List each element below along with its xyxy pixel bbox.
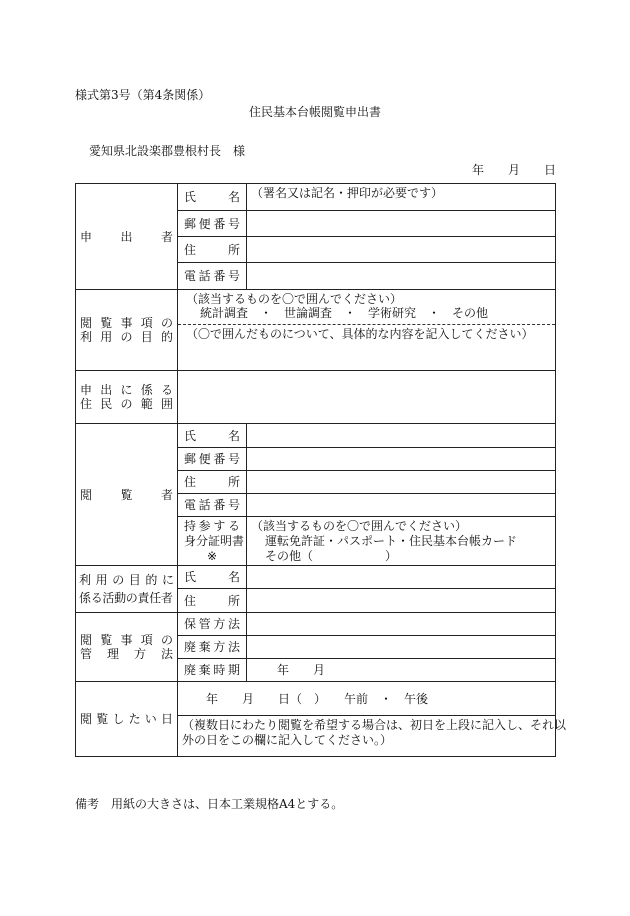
- form-number: 様式第3号（第4条関係）: [75, 88, 211, 102]
- purpose-detail-note: （〇で囲んだものについて、具体的な内容を記入してください）: [186, 327, 534, 341]
- desired-date-note-line1: （複数日にわたり閲覧を希望する場合は、初日を上段に記入し、それ以: [182, 718, 567, 732]
- storage-method-label: 保管方法: [178, 613, 247, 636]
- desired-date-field[interactable]: 年 月 日（ ） 午前 ・ 午後: [178, 682, 556, 716]
- purpose-instruction: （該当するものを〇で囲んでください）: [186, 292, 403, 306]
- footer-remark: 備考 用紙の大きさは、日本工業規格A4とする。: [75, 797, 344, 811]
- viewer-postal-label: 郵便番号: [178, 448, 247, 471]
- storage-method-field[interactable]: [247, 613, 556, 636]
- purpose-label: 閲覧事項の 利用の目的: [76, 290, 178, 371]
- responsible-name-field[interactable]: [247, 566, 556, 589]
- document-title: 住民基本台帳閲覧申出書: [248, 105, 381, 119]
- management-label: 閲覧事項の 管理方法: [76, 613, 178, 682]
- application-form-table: [75, 183, 567, 757]
- applicant-name-field[interactable]: [247, 184, 556, 211]
- applicant-phone-field[interactable]: [247, 263, 556, 290]
- disposal-method-label: 廃棄方法: [178, 636, 247, 659]
- desired-date-note-line2: 外の日をこの欄に記入してください。）: [182, 733, 393, 747]
- viewer-name-label: 氏 名: [178, 424, 247, 448]
- viewer-id-options[interactable]: 運転免許証・パスポート・住民基本台帳カード: [265, 534, 518, 548]
- viewer-id-instruction: （該当するものを〇で囲んでください）: [251, 519, 468, 533]
- viewer-section-label: 閲 覧 者: [76, 424, 178, 566]
- responsible-label: 利用の目的に 係る活動の責任者: [76, 566, 178, 613]
- applicant-address-field[interactable]: [247, 237, 556, 263]
- responsible-address-field[interactable]: [247, 589, 556, 613]
- applicant-postal-field[interactable]: [247, 211, 556, 237]
- responsible-address-label: 住 所: [178, 589, 247, 613]
- desired-date-extra-field[interactable]: [178, 716, 567, 757]
- viewer-address-field[interactable]: [247, 471, 556, 494]
- applicant-address-label: 住 所: [178, 237, 247, 263]
- addressee: 愛知県北設楽郡豊根村長 様: [89, 144, 246, 158]
- viewer-id-label: 持参する 身分証明書 ※: [178, 517, 247, 566]
- desired-date-label: 閲覧したい日: [76, 682, 178, 757]
- applicant-section-label: 申 出 者: [76, 184, 178, 290]
- scope-label: 申出に係る 住民の範囲: [76, 371, 178, 424]
- applicant-phone-label: 電話番号: [178, 263, 247, 290]
- viewer-phone-label: 電話番号: [178, 494, 247, 517]
- viewer-address-label: 住 所: [178, 471, 247, 494]
- applicant-postal-label: 郵便番号: [178, 211, 247, 237]
- viewer-name-field[interactable]: [247, 424, 556, 448]
- viewer-id-other[interactable]: その他（ ）: [265, 549, 398, 563]
- date-line: 年 月 日: [471, 163, 556, 177]
- scope-field[interactable]: [178, 371, 556, 424]
- viewer-id-field[interactable]: [247, 517, 556, 566]
- disposal-method-field[interactable]: [247, 636, 556, 659]
- viewer-phone-field[interactable]: [247, 494, 556, 517]
- applicant-name-note: （署名又は記名・押印が必要です）: [251, 186, 444, 200]
- disposal-time-field[interactable]: 年 月: [247, 659, 556, 682]
- viewer-postal-field[interactable]: [247, 448, 556, 471]
- disposal-time-label: 廃棄時期: [178, 659, 247, 682]
- applicant-name-label: 氏 名: [178, 184, 247, 211]
- responsible-name-label: 氏 名: [178, 566, 247, 589]
- purpose-field[interactable]: [178, 290, 556, 371]
- purpose-options[interactable]: 統計調査 ・ 世論調査 ・ 学術研究 ・ その他: [200, 306, 489, 320]
- dashed-divider: [178, 324, 555, 325]
